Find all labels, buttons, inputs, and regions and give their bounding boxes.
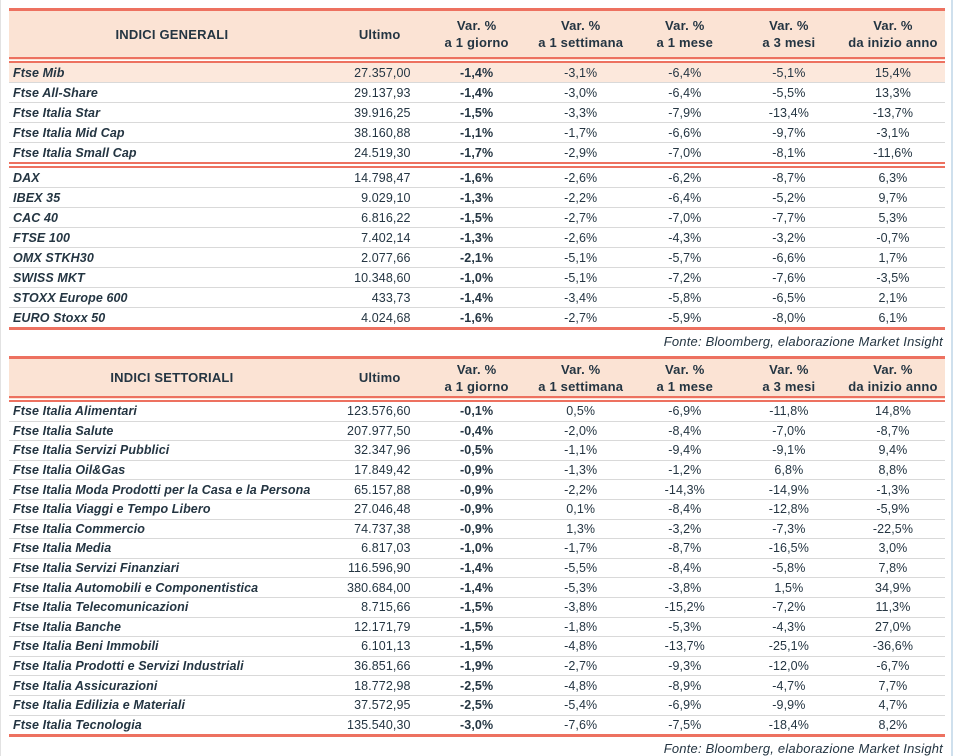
value-var-1-settimana: -2,6% bbox=[529, 165, 633, 188]
table-row bbox=[9, 83, 945, 103]
table-row bbox=[9, 715, 945, 736]
header-row bbox=[9, 358, 945, 400]
value-var-1-giorno: -0,9% bbox=[425, 519, 529, 539]
value-var-da-inizio-anno: 5,3% bbox=[841, 208, 945, 228]
index-name: STOXX Europe 600 bbox=[9, 288, 335, 308]
value-var-3-mesi: -7,2% bbox=[737, 597, 841, 617]
value-var-1-giorno: -1,3% bbox=[425, 228, 529, 248]
column-header-line2: a 1 settimana bbox=[538, 35, 624, 50]
value-ultimo: 116.596,90 bbox=[335, 558, 425, 578]
value-ultimo: 17.849,42 bbox=[335, 460, 425, 480]
value-var-da-inizio-anno: 8,8% bbox=[841, 460, 945, 480]
value-var-1-mese: -6,9% bbox=[633, 399, 737, 421]
table-row bbox=[9, 499, 945, 519]
value-var-3-mesi: -16,5% bbox=[737, 539, 841, 559]
table-row bbox=[9, 597, 945, 617]
index-name: Ftse Italia Small Cap bbox=[13, 145, 137, 160]
column-header-var-1-giorno bbox=[425, 358, 529, 400]
index-name: SWISS MKT bbox=[9, 268, 335, 288]
value-var-1-mese: -9,3% bbox=[633, 656, 737, 676]
value-var-1-mese: -7,9% bbox=[633, 103, 737, 123]
value-var-1-settimana: -1,8% bbox=[529, 617, 633, 637]
value-var-1-giorno: -3,0% bbox=[460, 717, 494, 732]
value-ultimo: 24.519,30 bbox=[354, 145, 411, 160]
value-var-da-inizio-anno: -22,5% bbox=[841, 519, 945, 539]
value-var-3-mesi: -13,4% bbox=[737, 103, 841, 123]
index-name: EURO Stoxx 50 bbox=[13, 310, 106, 325]
value-var-1-settimana: -2,7% bbox=[529, 656, 633, 676]
value-var-1-giorno: -1,4% bbox=[425, 60, 529, 83]
value-var-3-mesi: -12,8% bbox=[737, 499, 841, 519]
value-var-3-mesi: -11,8% bbox=[737, 399, 841, 421]
table-row bbox=[9, 617, 945, 637]
table-row bbox=[9, 143, 945, 166]
value-ultimo: 7.402,14 bbox=[335, 228, 425, 248]
value-var-3-mesi: -6,6% bbox=[737, 248, 841, 268]
value-var-1-mese: -7,5% bbox=[668, 717, 702, 732]
value-var-1-mese: -9,4% bbox=[633, 441, 737, 461]
value-var-da-inizio-anno: 11,3% bbox=[841, 597, 945, 617]
value-var-1-settimana: -1,3% bbox=[529, 460, 633, 480]
column-header-line2: a 1 giorno bbox=[444, 35, 509, 50]
value-var-da-inizio-anno: 3,0% bbox=[841, 539, 945, 559]
value-var-1-mese: -8,4% bbox=[633, 499, 737, 519]
value-ultimo: 6.816,22 bbox=[335, 208, 425, 228]
column-header-line2: da inizio anno bbox=[848, 378, 938, 394]
table-row bbox=[9, 695, 945, 715]
value-var-3-mesi: -9,7% bbox=[737, 123, 841, 143]
value-var-1-giorno: -0,9% bbox=[425, 460, 529, 480]
value-var-da-inizio-anno: 6,1% bbox=[878, 310, 908, 325]
value-var-1-settimana: -1,1% bbox=[529, 441, 633, 461]
value-ultimo: 2.077,66 bbox=[335, 248, 425, 268]
value-var-da-inizio-anno: 2,1% bbox=[841, 288, 945, 308]
value-ultimo: 37.572,95 bbox=[335, 695, 425, 715]
table-row bbox=[9, 676, 945, 696]
value-var-1-mese: -8,4% bbox=[633, 558, 737, 578]
value-ultimo: 135.540,30 bbox=[347, 717, 411, 732]
value-ultimo: 10.348,60 bbox=[335, 268, 425, 288]
value-var-1-mese: -1,2% bbox=[633, 460, 737, 480]
index-name: Ftse Italia Automobili e Componentistica bbox=[9, 578, 335, 598]
table-row bbox=[9, 60, 945, 83]
value-var-1-mese: -6,4% bbox=[633, 60, 737, 83]
value-var-1-settimana: -3,1% bbox=[529, 60, 633, 83]
value-var-da-inizio-anno: 1,7% bbox=[841, 248, 945, 268]
value-var-1-settimana: -1,7% bbox=[529, 539, 633, 559]
value-var-da-inizio-anno: -36,6% bbox=[841, 637, 945, 657]
index-name: Ftse Italia Oil&Gas bbox=[9, 460, 335, 480]
column-header-ultimo bbox=[335, 358, 425, 400]
value-var-da-inizio-anno: -5,9% bbox=[841, 499, 945, 519]
value-var-1-giorno: -1,7% bbox=[460, 145, 494, 160]
table-row bbox=[9, 103, 945, 123]
index-group bbox=[9, 399, 945, 736]
value-var-1-settimana: -5,4% bbox=[529, 695, 633, 715]
column-header-ultimo bbox=[335, 10, 425, 61]
value-var-1-mese: -8,7% bbox=[633, 539, 737, 559]
value-var-1-mese: -5,9% bbox=[668, 310, 702, 325]
index-name: Ftse Italia Moda Prodotti per la Casa e la Persona bbox=[9, 480, 335, 500]
value-var-3-mesi: -5,1% bbox=[737, 60, 841, 83]
column-header-var-3-mesi bbox=[737, 358, 841, 400]
value-var-1-mese: -5,3% bbox=[633, 617, 737, 637]
value-var-3-mesi: -5,5% bbox=[737, 83, 841, 103]
table-row bbox=[9, 480, 945, 500]
value-var-3-mesi: -18,4% bbox=[768, 717, 809, 732]
index-name: Ftse Italia Viaggi e Tempo Libero bbox=[9, 499, 335, 519]
index-name: Ftse Italia Prodotti e Servizi Industriali bbox=[9, 656, 335, 676]
value-var-da-inizio-anno: 34,9% bbox=[841, 578, 945, 598]
value-var-1-mese: -6,4% bbox=[633, 188, 737, 208]
index-name: Ftse Italia Telecomunicazioni bbox=[9, 597, 335, 617]
value-var-da-inizio-anno: 8,2% bbox=[878, 717, 908, 732]
value-var-3-mesi: -8,1% bbox=[772, 145, 806, 160]
value-var-1-settimana: 1,3% bbox=[529, 519, 633, 539]
table-row bbox=[9, 519, 945, 539]
value-ultimo: 27.357,00 bbox=[335, 60, 425, 83]
value-var-da-inizio-anno: 13,3% bbox=[841, 83, 945, 103]
value-var-da-inizio-anno: -11,6% bbox=[873, 145, 913, 160]
value-ultimo: 207.977,50 bbox=[335, 421, 425, 441]
column-header-line1: Var. % bbox=[873, 18, 913, 33]
index-name: Ftse Italia Banche bbox=[9, 617, 335, 637]
value-var-3-mesi: -9,1% bbox=[737, 441, 841, 461]
column-header-line2: a 1 settimana bbox=[538, 378, 624, 394]
index-name: Ftse All-Share bbox=[9, 83, 335, 103]
value-var-1-settimana: -5,1% bbox=[529, 268, 633, 288]
column-header-line1: Var. % bbox=[456, 18, 497, 33]
table-row bbox=[9, 637, 945, 657]
value-var-1-giorno: -1,3% bbox=[425, 188, 529, 208]
value-var-3-mesi: -5,2% bbox=[737, 188, 841, 208]
table-row bbox=[9, 288, 945, 308]
value-var-1-settimana: -4,8% bbox=[529, 676, 633, 696]
index-name: Ftse Italia Salute bbox=[9, 421, 335, 441]
value-ultimo: 14.798,47 bbox=[335, 165, 425, 188]
table-title: INDICI SETTORIALI bbox=[9, 358, 335, 400]
general-indices-section bbox=[9, 8, 945, 354]
column-header-line2: a 3 mesi bbox=[762, 35, 816, 50]
value-var-1-settimana: -2,7% bbox=[564, 310, 598, 325]
column-header-var-da-inizio-anno bbox=[841, 358, 945, 400]
value-var-1-giorno: -1,6% bbox=[460, 310, 494, 325]
value-var-da-inizio-anno: -8,7% bbox=[841, 421, 945, 441]
value-var-1-mese: -6,4% bbox=[633, 83, 737, 103]
value-var-da-inizio-anno: -0,7% bbox=[841, 228, 945, 248]
column-header-line1: Var. % bbox=[456, 361, 497, 377]
value-var-1-settimana: -2,0% bbox=[529, 421, 633, 441]
column-header-line1: Var. % bbox=[560, 361, 601, 377]
value-ultimo: 39.916,25 bbox=[335, 103, 425, 123]
value-ultimo: 8.715,66 bbox=[335, 597, 425, 617]
table-row bbox=[9, 460, 945, 480]
value-var-1-giorno: -1,4% bbox=[425, 558, 529, 578]
value-var-da-inizio-anno: 9,4% bbox=[841, 441, 945, 461]
value-var-da-inizio-anno: -6,7% bbox=[841, 656, 945, 676]
value-var-da-inizio-anno: 6,3% bbox=[841, 165, 945, 188]
value-var-3-mesi: -4,7% bbox=[737, 676, 841, 696]
value-var-da-inizio-anno: 15,4% bbox=[841, 60, 945, 83]
value-var-da-inizio-anno: -3,5% bbox=[841, 268, 945, 288]
column-header-var-3-mesi bbox=[737, 10, 841, 61]
index-name: Ftse Italia Star bbox=[9, 103, 335, 123]
table-row bbox=[9, 399, 945, 421]
table-row bbox=[9, 421, 945, 441]
value-var-3-mesi: -14,9% bbox=[737, 480, 841, 500]
value-ultimo: 380.684,00 bbox=[335, 578, 425, 598]
table-row bbox=[9, 248, 945, 268]
column-header-line1: Var. % bbox=[665, 361, 705, 377]
column-header-var-1-mese bbox=[633, 10, 737, 61]
value-var-1-mese: -6,9% bbox=[633, 695, 737, 715]
value-var-1-settimana: -3,0% bbox=[529, 83, 633, 103]
table-title: INDICI GENERALI bbox=[9, 10, 335, 61]
value-var-3-mesi: -3,2% bbox=[737, 228, 841, 248]
column-header-line2: a 1 giorno bbox=[444, 378, 509, 394]
index-name: Ftse Italia Edilizia e Materiali bbox=[9, 695, 335, 715]
value-var-3-mesi: -8,0% bbox=[772, 310, 806, 325]
sector-indices-table bbox=[9, 356, 945, 737]
value-var-1-giorno: -1,5% bbox=[425, 637, 529, 657]
index-name: Ftse Italia Mid Cap bbox=[9, 123, 335, 143]
value-var-1-settimana: -1,7% bbox=[529, 123, 633, 143]
value-ultimo: 38.160,88 bbox=[335, 123, 425, 143]
value-ultimo: 12.171,79 bbox=[335, 617, 425, 637]
column-header-var-da-inizio-anno bbox=[841, 10, 945, 61]
value-var-3-mesi: -7,3% bbox=[737, 519, 841, 539]
value-var-da-inizio-anno: -1,3% bbox=[841, 480, 945, 500]
table-row bbox=[9, 558, 945, 578]
value-var-1-giorno: -0,1% bbox=[425, 399, 529, 421]
value-var-1-giorno: -1,6% bbox=[425, 165, 529, 188]
value-var-da-inizio-anno: 4,7% bbox=[841, 695, 945, 715]
value-var-da-inizio-anno: 14,8% bbox=[841, 399, 945, 421]
index-name: FTSE 100 bbox=[9, 228, 335, 248]
value-var-da-inizio-anno: -13,7% bbox=[841, 103, 945, 123]
value-var-1-settimana: -2,9% bbox=[564, 145, 598, 160]
value-var-1-mese: -5,7% bbox=[633, 248, 737, 268]
value-var-1-mese: -3,8% bbox=[633, 578, 737, 598]
value-var-3-mesi: -4,3% bbox=[737, 617, 841, 637]
value-var-1-mese: -13,7% bbox=[633, 637, 737, 657]
value-ultimo: 433,73 bbox=[335, 288, 425, 308]
value-var-1-giorno: -1,1% bbox=[425, 123, 529, 143]
value-var-1-settimana: -2,2% bbox=[529, 480, 633, 500]
value-var-1-settimana: -5,3% bbox=[529, 578, 633, 598]
column-header-line1: Ultimo bbox=[358, 26, 401, 42]
column-header-line2: a 3 mesi bbox=[762, 378, 816, 394]
value-var-1-mese: -8,9% bbox=[633, 676, 737, 696]
column-header-var-1-giorno bbox=[425, 10, 529, 61]
value-var-1-giorno: -1,5% bbox=[425, 103, 529, 123]
value-var-3-mesi: -8,7% bbox=[737, 165, 841, 188]
value-ultimo: 6.817,03 bbox=[335, 539, 425, 559]
index-name: CAC 40 bbox=[9, 208, 335, 228]
value-var-1-giorno: -0,9% bbox=[425, 499, 529, 519]
value-var-1-settimana: -2,7% bbox=[529, 208, 633, 228]
value-var-da-inizio-anno: 9,7% bbox=[841, 188, 945, 208]
value-ultimo: 27.046,48 bbox=[335, 499, 425, 519]
value-ultimo: 4.024,68 bbox=[361, 310, 411, 325]
table-row bbox=[9, 441, 945, 461]
table-row bbox=[9, 165, 945, 188]
value-var-1-mese: -14,3% bbox=[633, 480, 737, 500]
value-var-3-mesi: -6,5% bbox=[737, 288, 841, 308]
general-indices-table bbox=[9, 8, 945, 330]
column-header-line2: a 1 mese bbox=[656, 35, 714, 50]
index-name: OMX STKH30 bbox=[9, 248, 335, 268]
value-var-da-inizio-anno: 7,8% bbox=[841, 558, 945, 578]
column-header-line1: Var. % bbox=[873, 361, 913, 377]
column-header-line2: a 1 mese bbox=[656, 378, 714, 394]
value-var-1-settimana: -4,8% bbox=[529, 637, 633, 657]
value-var-3-mesi: -5,8% bbox=[737, 558, 841, 578]
value-var-1-giorno: -1,4% bbox=[425, 578, 529, 598]
sector-indices-section bbox=[9, 356, 945, 756]
index-name: Ftse Italia Tecnologia bbox=[13, 717, 142, 732]
value-var-da-inizio-anno: 7,7% bbox=[841, 676, 945, 696]
table-row bbox=[9, 656, 945, 676]
table-row bbox=[9, 123, 945, 143]
index-name: Ftse Mib bbox=[9, 60, 335, 83]
index-group bbox=[9, 60, 945, 165]
index-name: Ftse Italia Alimentari bbox=[9, 399, 335, 421]
value-var-3-mesi: -12,0% bbox=[737, 656, 841, 676]
value-var-1-mese: -6,2% bbox=[633, 165, 737, 188]
table-row bbox=[9, 268, 945, 288]
value-var-1-giorno: -1,5% bbox=[425, 597, 529, 617]
value-var-3-mesi: -7,0% bbox=[737, 421, 841, 441]
column-header-line1: Ultimo bbox=[358, 370, 401, 385]
index-name: Ftse Italia Media bbox=[9, 539, 335, 559]
value-var-1-settimana: -7,6% bbox=[564, 717, 598, 732]
index-name: Ftse Italia Commercio bbox=[9, 519, 335, 539]
value-var-1-settimana: -2,6% bbox=[529, 228, 633, 248]
value-ultimo: 9.029,10 bbox=[335, 188, 425, 208]
value-var-1-settimana: 0,5% bbox=[529, 399, 633, 421]
table-row bbox=[9, 228, 945, 248]
value-ultimo: 29.137,93 bbox=[335, 83, 425, 103]
value-var-1-giorno: -1,0% bbox=[425, 539, 529, 559]
value-ultimo: 6.101,13 bbox=[335, 637, 425, 657]
index-name: IBEX 35 bbox=[9, 188, 335, 208]
report-page bbox=[1, 0, 951, 756]
value-var-1-giorno: -2,5% bbox=[425, 695, 529, 715]
column-header-line1: Var. % bbox=[560, 18, 601, 33]
value-var-1-settimana: -5,1% bbox=[529, 248, 633, 268]
table-row bbox=[9, 578, 945, 598]
value-var-1-settimana: -3,3% bbox=[529, 103, 633, 123]
value-var-1-giorno: -1,4% bbox=[425, 288, 529, 308]
value-var-da-inizio-anno: 27,0% bbox=[841, 617, 945, 637]
value-var-1-mese: -7,0% bbox=[668, 145, 702, 160]
column-header-var-1-mese bbox=[633, 358, 737, 400]
value-var-1-mese: -7,2% bbox=[633, 268, 737, 288]
value-var-3-mesi: -9,9% bbox=[737, 695, 841, 715]
value-var-1-mese: -8,4% bbox=[633, 421, 737, 441]
value-var-1-mese: -4,3% bbox=[633, 228, 737, 248]
value-var-1-mese: -6,6% bbox=[633, 123, 737, 143]
value-var-3-mesi: -7,6% bbox=[737, 268, 841, 288]
value-var-1-giorno: -1,9% bbox=[425, 656, 529, 676]
value-var-3-mesi: 6,8% bbox=[737, 460, 841, 480]
value-var-da-inizio-anno: -3,1% bbox=[841, 123, 945, 143]
index-name: Ftse Italia Servizi Pubblici bbox=[9, 441, 335, 461]
value-var-1-giorno: -1,5% bbox=[425, 208, 529, 228]
value-var-1-giorno: -1,4% bbox=[425, 83, 529, 103]
table-row bbox=[9, 308, 945, 329]
value-var-1-settimana: -5,5% bbox=[529, 558, 633, 578]
column-header-line1: Var. % bbox=[769, 18, 809, 33]
source-note-sector: Fonte: Bloomberg, elaborazione Market Insight bbox=[663, 741, 943, 756]
value-ultimo: 18.772,98 bbox=[335, 676, 425, 696]
value-var-3-mesi: -25,1% bbox=[737, 637, 841, 657]
value-var-1-giorno: -2,5% bbox=[425, 676, 529, 696]
index-name: Ftse Italia Servizi Finanziari bbox=[9, 558, 335, 578]
value-var-1-settimana: -3,8% bbox=[529, 597, 633, 617]
column-header-line2: da inizio anno bbox=[848, 35, 938, 50]
column-header-var-1-settimana bbox=[529, 10, 633, 61]
value-var-1-mese: -7,0% bbox=[633, 208, 737, 228]
source-note-general: Fonte: Bloomberg, elaborazione Market Insight bbox=[663, 334, 943, 349]
index-group bbox=[9, 165, 945, 329]
value-var-1-giorno: -0,5% bbox=[425, 441, 529, 461]
column-header-line1: Var. % bbox=[665, 18, 705, 33]
table-row bbox=[9, 539, 945, 559]
value-ultimo: 65.157,88 bbox=[335, 480, 425, 500]
value-var-1-mese: -5,8% bbox=[633, 288, 737, 308]
value-ultimo: 36.851,66 bbox=[335, 656, 425, 676]
value-ultimo: 123.576,60 bbox=[335, 399, 425, 421]
value-var-1-settimana: 0,1% bbox=[529, 499, 633, 519]
value-var-1-mese: -15,2% bbox=[633, 597, 737, 617]
value-var-3-mesi: -7,7% bbox=[737, 208, 841, 228]
value-var-1-giorno: -0,9% bbox=[425, 480, 529, 500]
value-ultimo: 74.737,38 bbox=[335, 519, 425, 539]
value-var-1-giorno: -1,5% bbox=[425, 617, 529, 637]
column-header-line1: Var. % bbox=[769, 361, 809, 377]
index-name: Ftse Italia Assicurazioni bbox=[9, 676, 335, 696]
table-row bbox=[9, 188, 945, 208]
value-var-3-mesi: 1,5% bbox=[737, 578, 841, 598]
value-ultimo: 32.347,96 bbox=[335, 441, 425, 461]
header-row bbox=[9, 10, 945, 61]
value-var-1-settimana: -2,2% bbox=[529, 188, 633, 208]
value-var-1-mese: -3,2% bbox=[633, 519, 737, 539]
table-row bbox=[9, 208, 945, 228]
value-var-1-settimana: -3,4% bbox=[529, 288, 633, 308]
value-var-1-giorno: -1,0% bbox=[425, 268, 529, 288]
value-var-1-giorno: -0,4% bbox=[425, 421, 529, 441]
column-header-var-1-settimana bbox=[529, 358, 633, 400]
value-var-1-giorno: -2,1% bbox=[425, 248, 529, 268]
index-name: DAX bbox=[9, 165, 335, 188]
index-name: Ftse Italia Beni Immobili bbox=[9, 637, 335, 657]
